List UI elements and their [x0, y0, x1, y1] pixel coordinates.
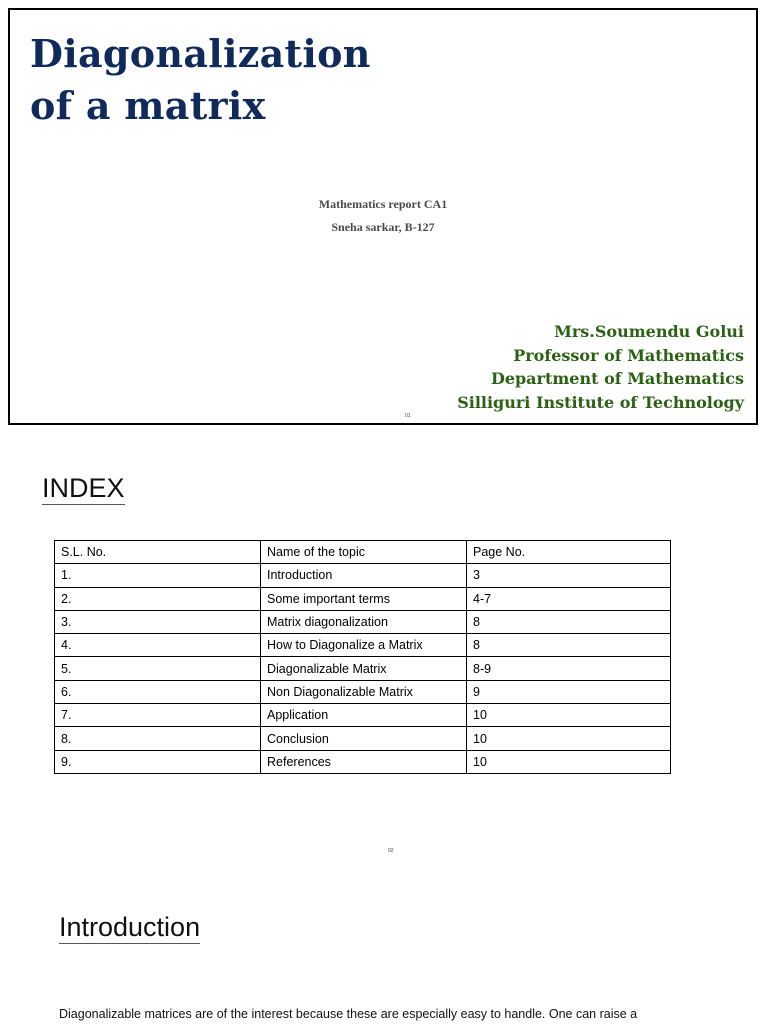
- topic-cell: Conclusion: [261, 727, 467, 750]
- sl-no-cell: 7.: [55, 704, 261, 727]
- column-header-sl-no: S.L. No.: [55, 541, 261, 564]
- topic-cell: Introduction: [261, 564, 467, 587]
- page-number: 01: [405, 413, 411, 419]
- author-line-3: Department of Mathematics: [490, 369, 744, 388]
- cover-page: [8, 8, 758, 425]
- page-no-cell: 8: [467, 610, 671, 633]
- author-line-1: Mrs.Soumendu Golui: [554, 322, 744, 341]
- sl-no-cell: 8.: [55, 727, 261, 750]
- sl-no-cell: 9.: [55, 750, 261, 773]
- report-subtitle: Mathematics report CA1: [318, 197, 448, 211]
- page-number: 02: [388, 848, 394, 854]
- topic-cell: Matrix diagonalization: [261, 610, 467, 633]
- table-row: [55, 587, 671, 610]
- cover-title: [30, 28, 371, 132]
- table-row: [55, 727, 671, 750]
- student-name: Sneha sarkar, B-127: [331, 220, 435, 234]
- sl-no-cell: 3.: [55, 610, 261, 633]
- author-block: [457, 320, 744, 414]
- topic-cell: References: [261, 750, 467, 773]
- topic-cell: How to Diagonalize a Matrix: [261, 634, 467, 657]
- sl-no-cell: 6.: [55, 680, 261, 703]
- introduction-heading: Introduction: [59, 912, 201, 942]
- sl-no-cell: 2.: [55, 587, 261, 610]
- topic-cell: Non Diagonalizable Matrix: [261, 680, 467, 703]
- sl-no-cell: 5.: [55, 657, 261, 680]
- page-no-cell: 10: [467, 704, 671, 727]
- table-row: [55, 680, 671, 703]
- topic-cell: Some important terms: [261, 587, 467, 610]
- page-no-cell: 3: [467, 564, 671, 587]
- author-line-4: Silliguri Institute of Technology: [457, 392, 744, 412]
- table-row: [55, 610, 671, 633]
- topic-cell: Diagonalizable Matrix: [261, 657, 467, 680]
- page-no-cell: 8: [467, 634, 671, 657]
- page-no-cell: 10: [467, 750, 671, 773]
- index-heading: INDEX: [42, 473, 125, 503]
- table-row: [55, 657, 671, 680]
- column-header-page-no: Page No.: [467, 541, 671, 564]
- table-row: [55, 704, 671, 727]
- author-line-2: Professor of Mathematics: [513, 345, 744, 365]
- page-no-cell: 8-9: [467, 657, 671, 680]
- page-no-cell: 9: [467, 680, 671, 703]
- page-no-cell: 4-7: [467, 587, 671, 610]
- table-header-row: [55, 541, 671, 564]
- introduction-paragraph: Diagonalizable matrices are of the interest because these are especially easy to handle. One can raise a: [59, 1007, 638, 1021]
- column-header-topic: Name of the topic: [261, 541, 467, 564]
- sl-no-cell: 4.: [55, 634, 261, 657]
- table-row: [55, 634, 671, 657]
- topic-cell: Application: [261, 704, 467, 727]
- cover-title-line-2: of a matrix: [30, 83, 266, 128]
- cover-title-line-1: Diagonalization: [30, 31, 371, 76]
- table-row: [55, 750, 671, 773]
- sl-no-cell: 1.: [55, 564, 261, 587]
- table-row: [55, 564, 671, 587]
- page-no-cell: 10: [467, 727, 671, 750]
- index-table: [54, 540, 671, 774]
